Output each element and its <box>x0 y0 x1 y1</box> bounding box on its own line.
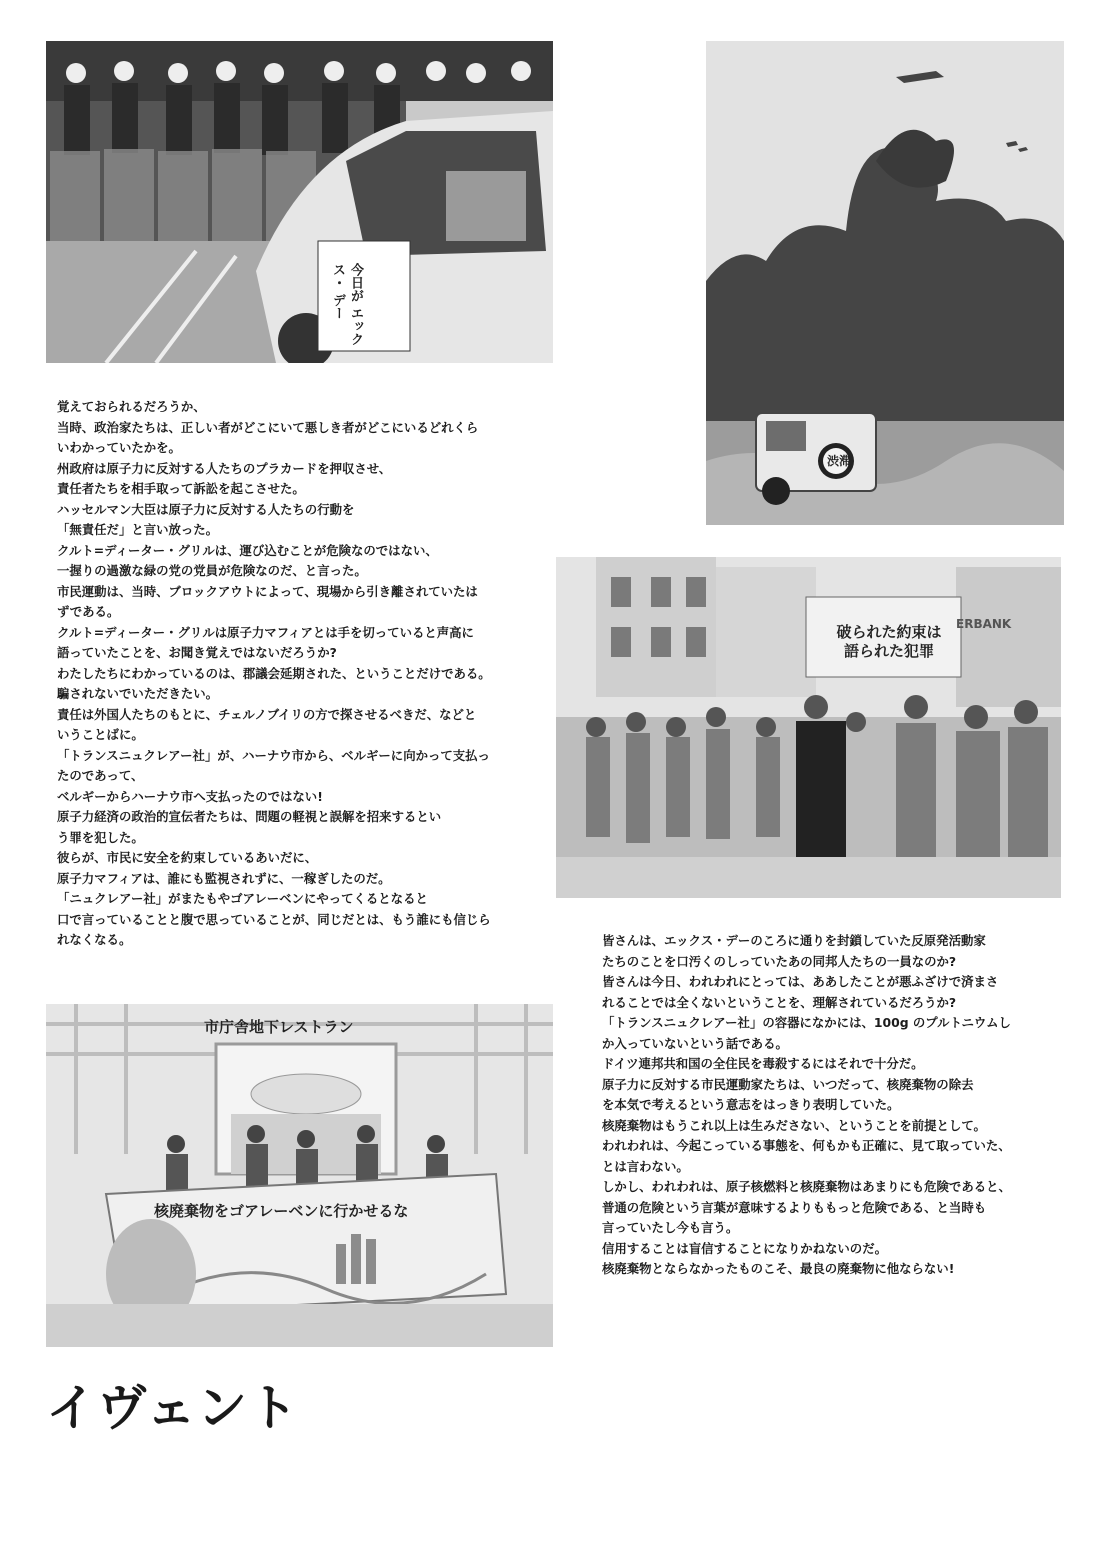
forest-illustration <box>706 41 1064 525</box>
left-text-line: 口で言っていることと腹で思っていることが、同じだとは、もう誰にも信じら <box>57 911 491 927</box>
march-banner-line: 破られた約束は <box>836 623 942 641</box>
left-text-line: ハッセルマン大臣は原子力に反対する人たちの行動を <box>57 501 355 517</box>
right-text-line: とは言わない。 <box>602 1158 689 1174</box>
right-text-line: 「トランスニュクレアー社」の容器になかには、100g のプルトニウムし <box>602 1015 1011 1030</box>
right-text-line: 言っていたし今も言う。 <box>602 1220 739 1235</box>
city-hall-caption: 市庁舎地下レストラン <box>204 1018 354 1036</box>
left-text-line: 当時、政治家たちは、正しい者がどこにいて悪しき者がどこにいるどれくら <box>57 419 479 435</box>
car-sign-line: デー <box>330 293 345 320</box>
left-text-line: クルト=ディーター・グリルは原子力マフィアとは手を切っていると声高に <box>57 624 474 640</box>
left-text-line: クルト=ディーター・グリルは、運び込むことが危険なのではない、 <box>57 542 438 558</box>
left-text-line: たのであって、 <box>57 768 144 783</box>
jeep-sign: 渋滞 <box>827 454 852 468</box>
photo-helicopter-forest <box>706 41 1064 525</box>
left-text-line: 語っていたことを、お聞き覚えではないだろうか? <box>57 645 337 660</box>
left-text-line: 「ニュクレアー社」がまたもやゴアレーベンにやってくるとなると <box>57 891 428 906</box>
left-text-line: ベルギーからハーナウ市へ支払ったのではない! <box>57 788 323 804</box>
photo-city-hall <box>46 1004 553 1347</box>
right-text-line: 普通の危険という言葉が意味するよりももっと危険である、と当時も <box>602 1199 987 1215</box>
right-text-line: しかし、われわれは、原子核燃料と核廃棄物はあまりにも危険であると、 <box>602 1179 1011 1194</box>
right-text-line: を本気で考えるという意志をはっきり表明していた。 <box>602 1097 900 1112</box>
left-text-line: 原子力マフィアは、誰にも監視されずに、一稼ぎしたのだ。 <box>57 870 391 886</box>
left-text-line: 州政府は原子力に反対する人たちのプラカードを押収させ、 <box>57 460 392 476</box>
right-text-line: ドイツ連邦共和国の全住民を毒殺するにはそれで十分だ。 <box>602 1056 924 1071</box>
riot-police-illustration <box>46 41 553 363</box>
left-text-line: 「無責任だ」と言い放った。 <box>57 522 219 537</box>
left-text-line: いわかっていたかを。 <box>57 440 181 455</box>
march-banner-line: 語られた犯罪 <box>843 641 934 660</box>
shop-sign: ERBANK <box>956 617 1012 631</box>
left-text-line: いうことばに。 <box>57 727 144 742</box>
left-text-line: れなくなる。 <box>57 932 132 947</box>
left-text-line: 覚えておられるだろうか、 <box>57 399 206 414</box>
right-text-line: 信用することは盲信することになりかねないのだ。 <box>602 1240 887 1256</box>
left-text-line: 市民運動は、当時、ブロックアウトによって、現場から引き離されていたは <box>57 583 478 599</box>
right-text-line: 原子力に反対する市民運動家たちは、いつだって、核廃棄物の除去 <box>602 1076 974 1092</box>
car-sign <box>328 263 364 349</box>
right-text-line: か入っていないという話である。 <box>602 1035 788 1051</box>
left-text-line: 「トランスニュクレアー社」が、ハーナウ市から、ベルギーに向かって支払っ <box>57 747 490 763</box>
right-text-line: 核廃棄物とならなかったものこそ、最良の廃棄物に他ならない! <box>602 1261 955 1276</box>
left-text-line: 騙されないでいただきたい。 <box>57 686 219 701</box>
left-text-block <box>57 397 527 951</box>
city-hall-illustration <box>46 1004 553 1347</box>
right-text-line: 皆さんは今日、われわれにとっては、ああしたことが悪ふざけで済まさ <box>602 974 999 989</box>
right-text-line: 核廃棄物はもうこれ以上は生みださない、ということを前提として。 <box>602 1117 986 1133</box>
photo-riot-police <box>46 41 553 363</box>
right-text-line: たちのことを口汚くのしっていたあの同邦人たちの一員なのか? <box>602 953 957 969</box>
left-text-line: ずである。 <box>57 604 120 619</box>
right-text-line: れることでは全くないということを、理解されているだろうか? <box>602 994 957 1010</box>
march-banner-text <box>814 623 964 661</box>
left-text-line: 原子力経済の政治的宣伝者たちは、問題の軽視と誤解を招来するとい <box>57 809 442 824</box>
left-text-line: う罪を犯した。 <box>57 829 144 845</box>
car-sign-line: 今日が <box>348 263 363 302</box>
section-heading: イヴェント <box>46 1379 299 1437</box>
march-illustration <box>556 557 1061 898</box>
left-text-line: わたしたちにわかっているのは、郡議会延期された、ということだけである。 <box>57 665 491 681</box>
left-text-line: 彼らが、市民に安全を約束しているあいだに、 <box>57 850 318 865</box>
right-text-block <box>602 931 1072 1280</box>
left-text-line: 責任者たちを相手取って訴訟を起こさせた。 <box>57 481 305 496</box>
photo-march-banner <box>556 557 1061 898</box>
right-text-line: われわれは、今起こっている事態を、何もかも正確に、見て取っていた、 <box>602 1138 1011 1153</box>
left-text-line: 責任は外国人たちのもとに、チェルノブイリの方で探させるべきだ、などと <box>57 706 477 722</box>
car-sign-line: エックス・ <box>330 263 363 346</box>
right-text-line: 皆さんは、エックス・デーのころに通りを封鎖していた反原発活動家 <box>602 933 986 948</box>
left-text-line: 一握りの過激な緑の党の党員が危険なのだ、と言った。 <box>57 563 367 578</box>
city-hall-banner: 核廃棄物をゴアレーベンに行かせるな <box>154 1202 409 1220</box>
